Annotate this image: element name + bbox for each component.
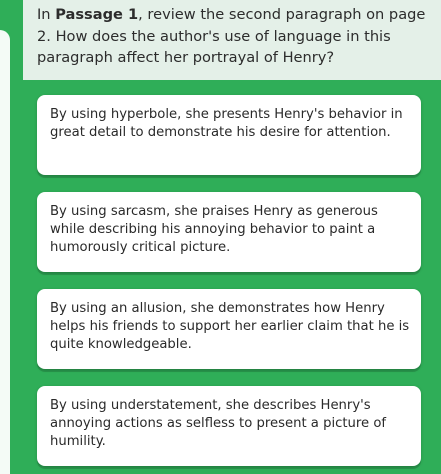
- answer-option-3[interactable]: [37, 289, 421, 369]
- answer-option-label: By using sarcasm, she praises Henry as generous while describing his annoying behavior to paint a humorously critical picture.: [50, 204, 378, 255]
- answer-option-label: By using an allusion, she demonstrates how Henry helps his friends to support her earlier claim that he is quite knowledgeable.: [50, 301, 410, 352]
- answer-option-label: By using understatement, she describes Henry's annoying actions as selfless to present a picture of humility.: [50, 398, 387, 449]
- answer-option-4[interactable]: [37, 386, 421, 466]
- answer-option-2[interactable]: [37, 192, 421, 272]
- answer-option-label: By using hyperbole, she presents Henry's behavior in great detail to demonstrate his desire for attention.: [50, 107, 403, 140]
- question-prompt: [23, 0, 441, 80]
- passage-reference: Passage 1: [55, 6, 139, 23]
- question-prefix: In: [37, 6, 56, 23]
- question-text: , review the second paragraph on page 2. How does the author's use of language in this paragraph affect her portrayal of Henry?: [37, 6, 426, 66]
- side-panel: [0, 30, 10, 474]
- answer-option-1[interactable]: [37, 95, 421, 175]
